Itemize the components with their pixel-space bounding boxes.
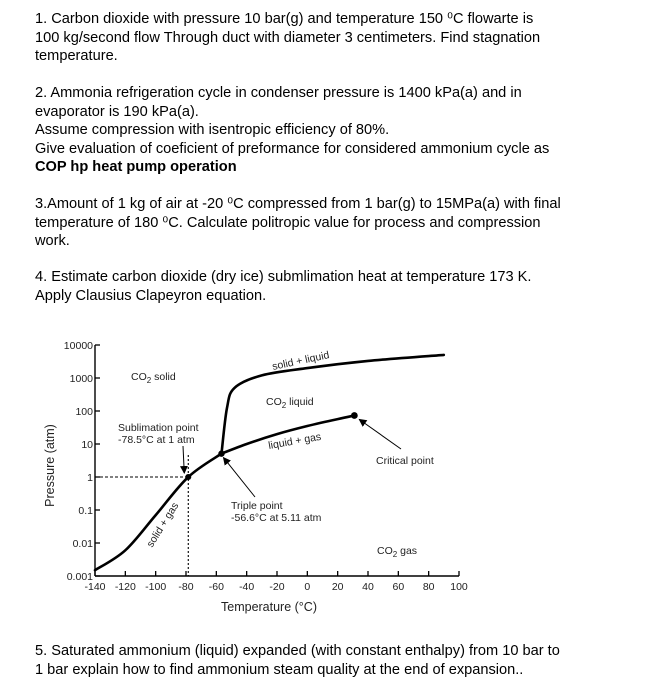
question-5-line-1: 5. Saturated ammonium (liquid) expanded (with constant enthalpy) from 10 bar to — [35, 643, 560, 659]
solid-liquid-label: solid + liquid — [271, 349, 331, 373]
question-2-line-1: 2. Ammonia refrigeration cycle in condenser pressure is 1400 kPa(a) and in — [35, 85, 522, 101]
question-4 — [35, 268, 635, 305]
question-2-line-3: Assume compression with isentropic efficiency of 80%. — [35, 122, 390, 139]
solid-gas-label: solid + gas — [144, 500, 182, 550]
co2-solid-label: $CO_2$ solid — [131, 371, 176, 385]
question-1 — [35, 10, 635, 66]
question-5 — [35, 642, 635, 679]
sublimation-point-marker — [185, 474, 191, 480]
y-tick-label: 0.01 — [72, 538, 93, 550]
y-tick-label: 0.001 — [66, 571, 93, 583]
x-tick-label: 100 — [450, 581, 468, 593]
question-4-line-1: 4. Estimate carbon dioxide (dry ice) submlimation heat at temperature 173 K. — [35, 269, 532, 285]
sublimation-curve — [95, 454, 222, 571]
question-2-line-2: evaporator is 190 kPa(a). — [35, 103, 199, 120]
x-tick-label: -100 — [145, 581, 167, 593]
y-tick-label: 10 — [81, 439, 93, 451]
sublimation-point-value: -78.5°C at 1 atm — [118, 434, 195, 446]
x-tick-label: 0 — [304, 581, 311, 593]
x-tick-label: -60 — [208, 581, 224, 593]
question-2-bold-line: COP hp heat pump operation — [35, 159, 237, 176]
critical-point-arrow — [359, 420, 401, 449]
question-5-line-2: 1 bar explain how to find ammonium steam quality at the end of expansion.. — [35, 661, 524, 678]
x-tick-label: 80 — [422, 581, 435, 593]
y-tick-label: 1 — [87, 472, 93, 484]
question-1-line-2: 100 kg/second flow Through duct with diameter 3 centimeters. Find stagnation — [35, 29, 541, 46]
chart-labels — [118, 349, 434, 559]
question-3 — [35, 195, 635, 251]
question-4-line-2: Apply Clausius Clapeyron equation. — [35, 287, 267, 304]
x-tick-label: -140 — [84, 581, 106, 593]
critical-point-marker — [351, 412, 358, 419]
sublimation-arrow — [183, 446, 184, 473]
question-1-line-1: 1. Carbon dioxide with pressure 10 bar(g) and temperature 150 ⁰C flowarte is — [35, 11, 534, 27]
x-axis-title: Temperature (°C) — [221, 600, 317, 614]
question-2 — [35, 84, 635, 177]
co2-gas-label: $CO_2$ gas — [377, 545, 418, 559]
x-tick-label: -120 — [114, 581, 136, 593]
x-tick-label: -40 — [239, 581, 255, 593]
x-tick-label: -80 — [178, 581, 194, 593]
question-3-line-2: temperature of 180 ⁰C. Calculate politropic value for process and compression — [35, 214, 541, 231]
x-tick-label: 20 — [331, 581, 344, 593]
triple-point-arrow — [223, 458, 255, 497]
critical-point-label: Critical point — [376, 455, 434, 467]
sublimation-point-title: Sublimation point — [118, 422, 199, 434]
melting-curve — [222, 355, 444, 454]
co2-phase-diagram — [40, 335, 480, 625]
x-tick-label: -20 — [269, 581, 285, 593]
co2-liquid-label: $CO_2$ liquid — [266, 396, 314, 410]
y-tick-label: 0.1 — [78, 505, 93, 517]
x-tick-label: 60 — [392, 581, 405, 593]
triple-point-title: Triple point — [231, 500, 283, 512]
x-tick-label: 40 — [362, 581, 374, 593]
y-tick-label: 100 — [75, 406, 93, 418]
triple-point-value: -56.6°C at 5.11 atm — [231, 512, 322, 524]
triple-point-marker — [218, 450, 224, 456]
question-1-line-3: temperature. — [35, 48, 118, 65]
y-axis-title: Pressure (atm) — [43, 424, 57, 507]
question-3-line-3: work. — [35, 233, 70, 250]
question-3-line-1: 3.Amount of 1 kg of air at -20 ⁰C compressed from 1 bar(g) to 15MPa(a) with final — [35, 196, 561, 212]
question-2-line-4: Give evaluation of coeficient of preformance for considered ammonium cycle as — [35, 140, 550, 157]
y-tick-label: 1000 — [69, 373, 93, 385]
liquid-gas-label: liquid + gas — [267, 430, 323, 452]
y-tick-label: 10000 — [63, 340, 93, 352]
